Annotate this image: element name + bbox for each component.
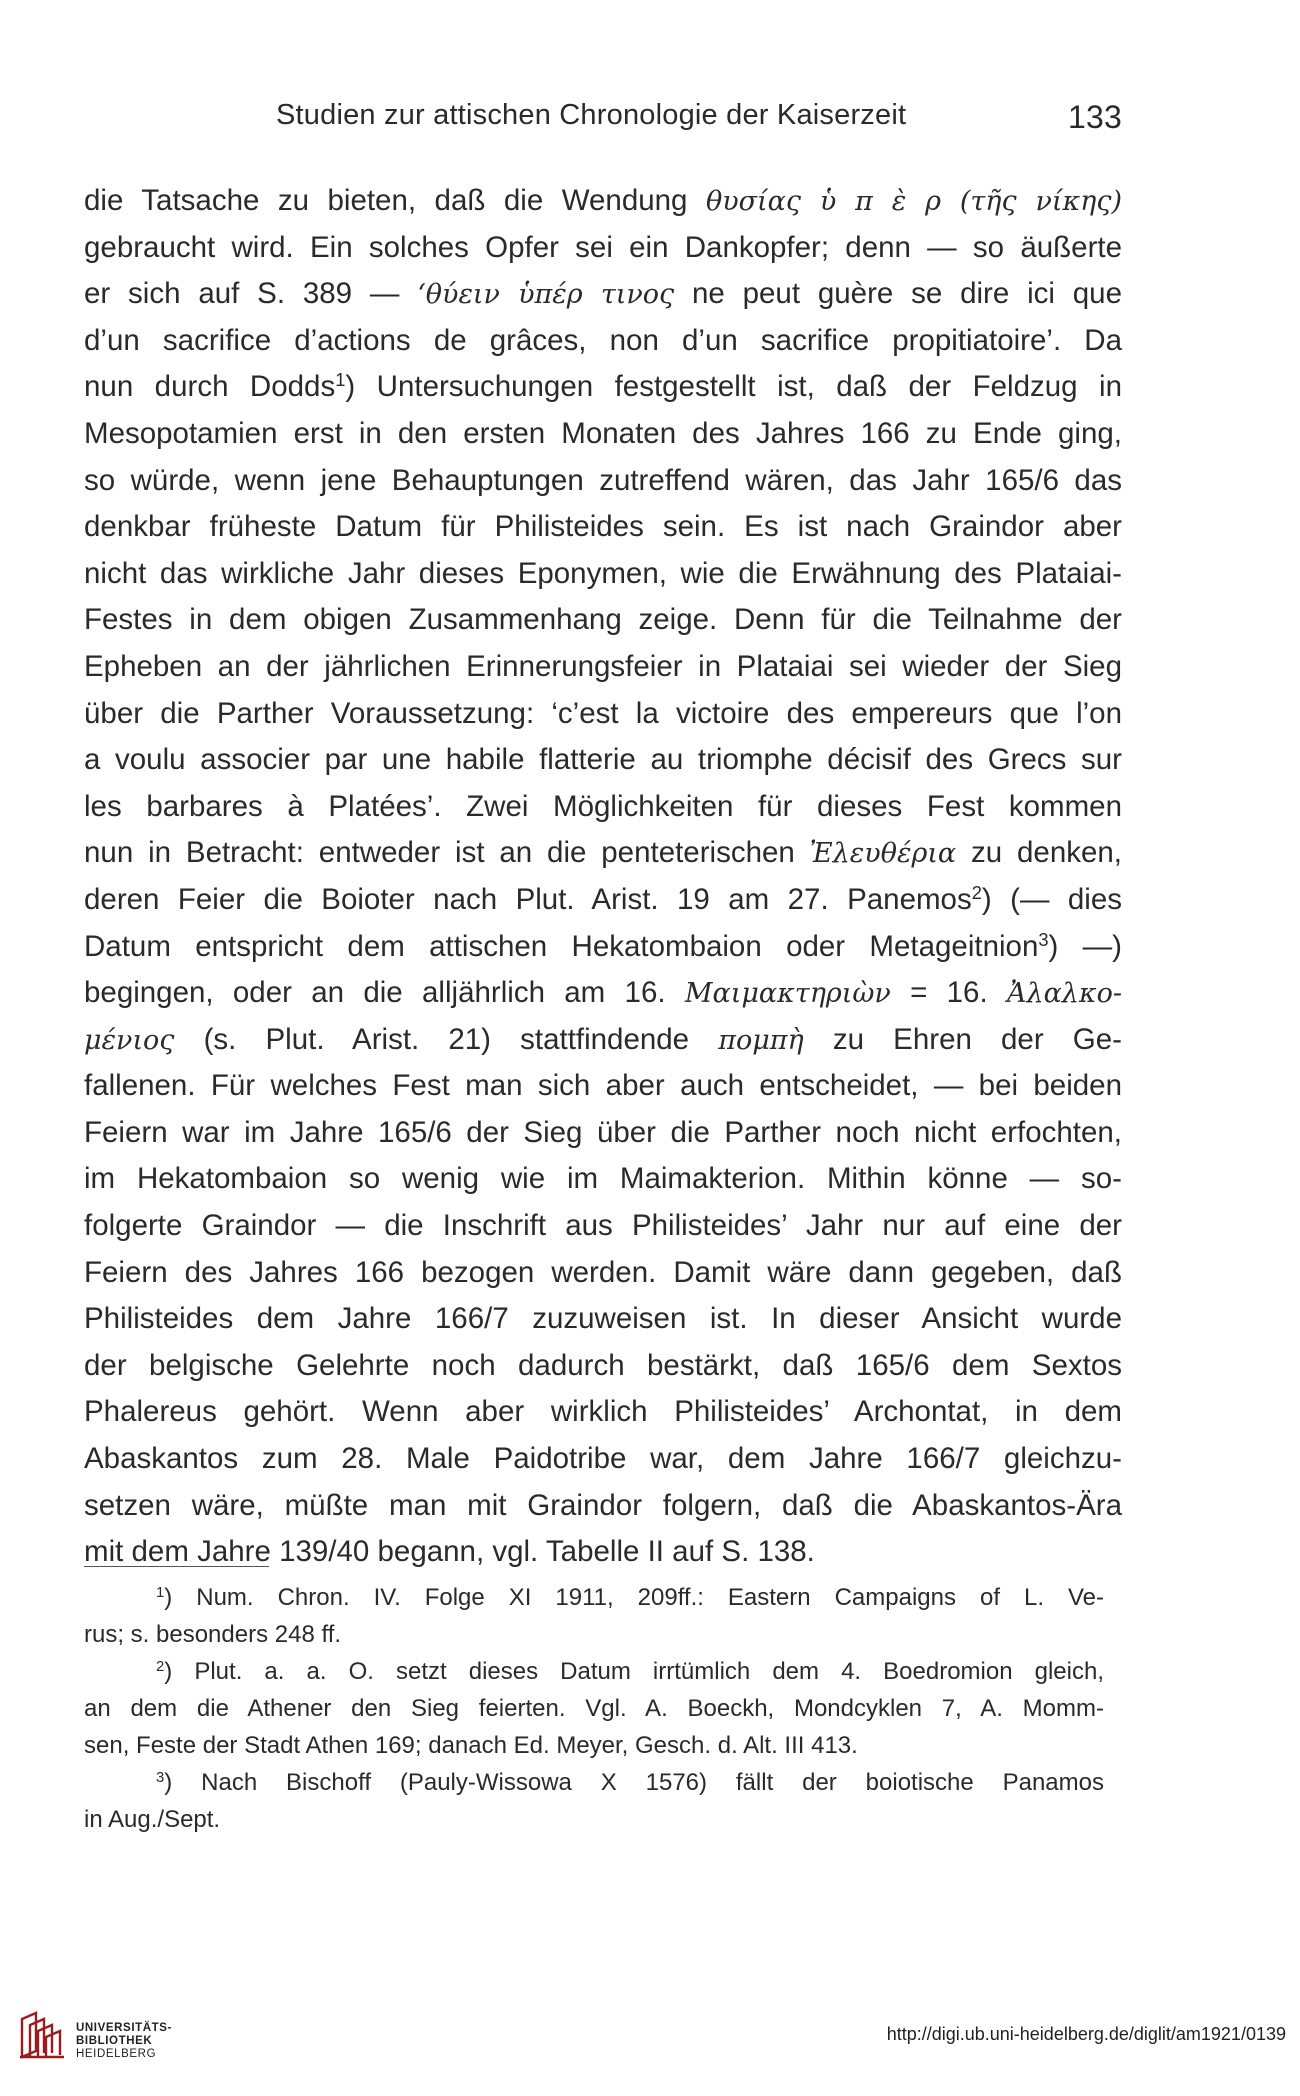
source-url-link[interactable]: http://digi.ub.uni-heidelberg.de/diglit/am1921/0139 (886, 2024, 1286, 2044)
ub-heidelberg-logo-icon (16, 2009, 68, 2061)
text-line (84, 178, 1122, 225)
text-run: zu Ehren der Ge- (803, 1022, 1122, 1056)
text-run: er sich auf S. 389 — (84, 277, 418, 311)
text-run: Philisteides dem Jahre 166/7 zuzuweisen ist. In dieser Ansicht wurde (84, 1302, 1122, 1336)
greek-term: Μαιμακτηριὼν (684, 978, 891, 1010)
greek-term: πομπὴ (718, 1024, 804, 1056)
text-line (84, 271, 1122, 318)
text-run: ) —) (1048, 929, 1122, 963)
text-line (84, 1110, 1122, 1157)
text-run: der belgische Gelehrte noch dadurch bestärkt, daß 165/6 dem Sextos (84, 1348, 1122, 1382)
text-run: ) Untersuchungen festgestellt ist, daß der Feldzug in (345, 370, 1122, 404)
body-text (84, 178, 1122, 1576)
footer (0, 1996, 1300, 2096)
greek-term: ‘θύειν ὑπέρ τινος (417, 279, 675, 311)
footnote-line (84, 1653, 1104, 1690)
text-run: an dem die Athener den Sieg feierten. Vgl. A. Boeckh, Mondcyklen 7, A. Momm- (84, 1695, 1104, 1722)
text-run: a voulu associer par une habile flatterie au triomphe décisif des Grecs sur (84, 743, 1122, 777)
text-line (84, 877, 1122, 924)
text-run: Festes in dem obigen Zusammenhang zeige. Denn für die Teilnahme der (84, 603, 1122, 637)
text-run: les barbares à Platées’. Zwei Möglichkeiten für dieses Fest kommen (84, 789, 1122, 823)
footnote-line (84, 1764, 1104, 1801)
text-run: deren Feier die Boioter nach Plut. Arist. 19 am 27. Panemos (84, 882, 972, 916)
text-run: in Aug./Sept. (84, 1806, 221, 1833)
running-head (82, 99, 1122, 143)
text-run: ) Plut. a. a. O. setzt dieses Datum irrtümlich dem 4. Boedromion gleich, (164, 1658, 1104, 1685)
text-run: nun in Betracht: entweder ist an die penteterischen (84, 836, 810, 870)
text-run: Mesopotamien erst in den ersten Monaten des Jahres 166 zu Ende ging, (84, 416, 1122, 450)
text-run: Datum entspricht dem attischen Hekatombaion oder Metageitnion (84, 929, 1039, 963)
text-run: Epheben an der jährlichen Erinnerungsfeier in Plataiai sei wieder der Sieg (84, 649, 1122, 683)
text-run: ne peut guère se dire ici que (674, 277, 1122, 311)
page-number: 133 (1068, 99, 1122, 135)
text-run: so würde, wenn jene Behauptungen zutreffend wären, das Jahr 165/6 das (84, 463, 1122, 497)
running-head-title: Studien zur attischen Chronologie der Kaiserzeit (276, 99, 907, 131)
text-line (84, 551, 1122, 598)
text-run: Phalereus gehört. Wenn aber wirklich Philisteides’ Archontat, in dem (84, 1395, 1122, 1429)
text-line (84, 784, 1122, 831)
text-run: folgerte Graindor — die Inschrift aus Philisteides’ Jahr nur auf eine der (84, 1209, 1122, 1243)
text-line (84, 830, 1122, 877)
footnote-line (84, 1690, 1104, 1727)
footnotes (84, 1579, 1104, 1838)
text-line (84, 1063, 1122, 1110)
greek-term: Ἀλαλκο- (1006, 978, 1122, 1010)
text-line (84, 691, 1122, 738)
text-run: Feiern war im Jahre 165/6 der Sieg über die Parther noch nicht erfochten, (84, 1115, 1122, 1149)
text-run: begingen, oder an die alljährlich am 16. (84, 976, 685, 1010)
text-run: sen, Feste der Stadt Athen 169; danach Ed. Meyer, Gesch. d. Alt. III 413. (84, 1732, 858, 1759)
text-line (84, 364, 1122, 411)
text-run: gebraucht wird. Ein solches Opfer sei ein Dankopfer; denn — so äußerte (84, 230, 1122, 264)
text-run: setzen wäre, müßte man mit Graindor folgern, daß die Abaskantos-Ära (84, 1488, 1122, 1522)
footnote-marker: 2 (156, 1658, 165, 1675)
footnote-marker: 1 (156, 1584, 165, 1601)
text-line (84, 737, 1122, 784)
footnote-marker: 1 (335, 369, 346, 391)
footnote-marker: 3 (1038, 928, 1049, 950)
text-run: ) Num. Chron. IV. Folge XI 1911, 209ff.: Eastern Campaigns of L. Ve- (164, 1584, 1104, 1611)
text-line (84, 1483, 1122, 1530)
text-run: (s. Plut. Arist. 21) stattfindende (174, 1022, 719, 1056)
text-run: Abaskantos zum 28. Male Paidotribe war, dem Jahre 166/7 gleichzu- (84, 1442, 1122, 1476)
footnote-line (84, 1579, 1104, 1616)
footnote-line (84, 1616, 1104, 1653)
text-run: Feiern des Jahres 166 bezogen werden. Damit wäre dann gegeben, daß (84, 1255, 1122, 1289)
text-line (84, 318, 1122, 365)
text-run: denkbar früheste Datum für Philisteides sein. Es ist nach Graindor aber (84, 510, 1122, 544)
greek-term: Ἐλευθέρια (809, 838, 957, 870)
footnote-line (84, 1801, 1104, 1838)
text-line (84, 458, 1122, 505)
text-line (84, 1017, 1122, 1064)
text-line (84, 1156, 1122, 1203)
footnote-marker: 2 (971, 881, 982, 903)
text-run: d’un sacrifice d’actions de grâces, non d’un sacrifice propitiatoire’. Da (84, 323, 1122, 357)
text-line (84, 1436, 1122, 1483)
text-run: mit dem Jahre 139/40 begann, vgl. Tabelle II auf S. 138. (84, 1535, 815, 1569)
text-line (84, 411, 1122, 458)
text-run: zu denken, (956, 836, 1122, 870)
text-line (84, 1250, 1122, 1297)
greek-term: μένιος (84, 1024, 175, 1056)
text-line (84, 1529, 1122, 1576)
text-run: rus; s. besonders 248 ff. (84, 1621, 342, 1648)
text-run: ) (— dies (981, 882, 1122, 916)
text-run: fallenen. Für welches Fest man sich aber auch entscheidet, — bei beiden (84, 1069, 1122, 1103)
text-run: nicht das wirkliche Jahr dieses Eponymen, wie die Erwähnung des Plataiai- (84, 556, 1122, 590)
text-line (84, 225, 1122, 272)
text-line (84, 1296, 1122, 1343)
text-line (84, 1203, 1122, 1250)
text-line (84, 1343, 1122, 1390)
text-line (84, 1389, 1122, 1436)
text-line (84, 644, 1122, 691)
footnote-line (84, 1727, 1104, 1764)
text-line (84, 504, 1122, 551)
library-name: UNIVERSITÄTS- BIBLIOTHEK HEIDELBERG (76, 2022, 172, 2060)
greek-term: θυσίας ὑ π ὲ ρ (τῆς νίκης) (705, 186, 1122, 217)
text-line (84, 970, 1122, 1017)
text-run: nun durch Dodds (84, 370, 336, 404)
text-line (84, 597, 1122, 644)
text-run: die Tatsache zu bieten, daß die Wendung (84, 184, 706, 217)
footnote-rule (84, 1566, 269, 1567)
text-run: im Hekatombaion so wenig wie im Maimakterion. Mithin könne — so- (84, 1162, 1122, 1196)
text-run: = 16. (890, 976, 1007, 1010)
footnote-marker: 3 (156, 1769, 165, 1786)
text-run: ) Nach Bischoff (Pauly-Wissowa X 1576) fällt der boiotische Panamos (164, 1769, 1104, 1796)
text-line (84, 924, 1122, 971)
text-run: über die Parther Voraussetzung: ‘c’est la victoire des empereurs que l’on (84, 696, 1122, 730)
